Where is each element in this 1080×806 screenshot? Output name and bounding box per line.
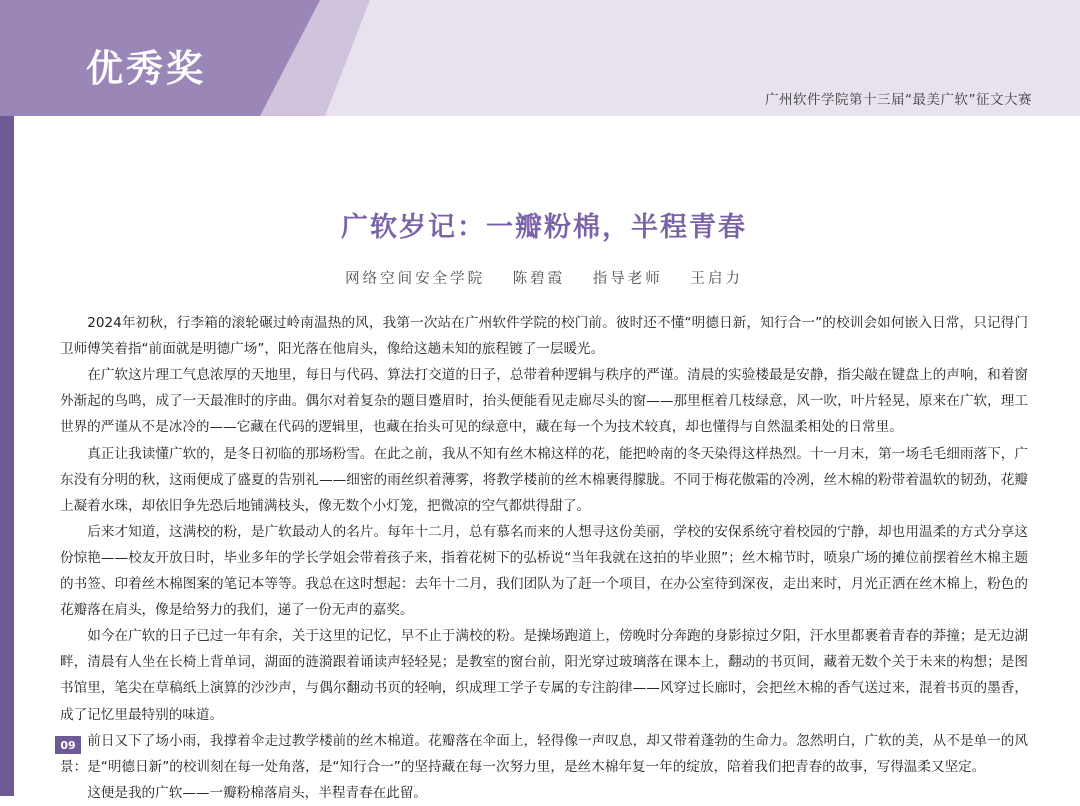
award-title: 优秀奖 xyxy=(86,47,206,90)
paragraph: 前日又下了场小雨，我撑着伞走过教学楼前的丝木棉道。花瓣落在伞面上，轻得像一声叹息，却又带着蓬勃的生命力。忽然明白，广软的美，从不是单一的风景：是“明德日新”的校训刻在每一处角落，是“知行合一”的坚持藏在每一次努力里，是丝木棉年复一年的绽放，陪着我们把青春的故事，写得温柔又坚定。 xyxy=(60,732,1028,775)
byline-department: 网络空间安全学院 xyxy=(345,271,486,288)
article-title: 广软岁记：一瓣粉棉，半程青春 xyxy=(341,212,747,243)
paragraph: 这便是我的广软——一瓣粉棉落肩头，半程青春在此留。 xyxy=(87,784,428,801)
paragraph: 真正让我读懂广软的，是冬日初临的那场粉雪。在此之前，我从不知有丝木棉这样的花，能把岭南的冬天染得这样热烈。十一月末，第一场毛毛细雨落下，广东没有分明的秋，这雨便成了盛夏的告别礼——细密的雨丝织着薄雾，将教学楼前的丝木棉裹得朦胧。不同于梅花傲霜的冷冽，丝木棉的粉带着温软的韧劲，花瓣上凝着水珠，却依旧争先恐后地铺满枝头，像无数个小灯笼，把微凉的空气都烘得甜了。 xyxy=(60,445,1028,514)
paragraph: 在广软这片理工气息浓厚的天地里，每日与代码、算法打交道的日子，总带着种逻辑与秩序的严谨。清晨的实验楼最是安静，指尖敲在键盘上的声响，和着窗外渐起的鸟鸣，成了一天最准时的序曲。偶尔对着复杂的题目蹙眉时，抬头便能看见走廊尽头的窗——那里框着几枝绿意，风一吹，叶片轻晃，原来在广软，理工世界的严谨从不是冰冷的——它藏在代码的逻辑里，也藏在抬头可见的绿意中，藏在每一个为技术较真，却也懂得与自然温柔相处的日常里。 xyxy=(60,367,1028,436)
page-header xyxy=(0,0,1080,116)
paragraph: 后来才知道，这满校的粉，是广软最动人的名片。每年十二月，总有慕名而来的人想寻这份美丽，学校的安保系统守着校园的宁静，却也用温柔的方式分享这份惊艳——校友开放日时，毕业多年的学长学姐会带着孩子来，指着花树下的弘桥说“当年我就在这拍的毕业照”；丝木棉节时，喷泉广场的摊位前摆着丝木棉主题的书签、印着丝木棉图案的笔记本等等。我总在这时想起：去年十二月，我们团队为了赶一个项目，在办公室待到深夜，走出来时，月光正洒在丝木棉上，粉色的花瓣落在肩头，像是给努力的我们，递了一份无声的嘉奖。 xyxy=(60,523,1028,619)
byline-author: 陈碧霞 xyxy=(512,271,566,288)
paragraph: 如今在广软的日子已过一年有余，关于这里的记忆，早不止于满校的粉。是操场跑道上，傍晚时分奔跑的身影掠过夕阳，汗水里都裹着青春的莽撞；是无边湖畔，清晨有人坐在长椅上背单词，湖面的涟漪跟着诵读声轻轻晃；是教室的窗台前，阳光穿过玻璃落在课本上，翻动的书页间，藏着无数个关于未来的构想；是图书馆里，笔尖在草稿纸上演算的沙沙声，与偶尔翻动书页的轻响，织成理工学子专属的专注韵律——风穿过长廊时，会把丝木棉的香气送过来，混着书页的墨香，成了记忆里最特别的味道。 xyxy=(60,628,1028,723)
contest-name: 广州软件学院第十三届“最美广软”征文大赛 xyxy=(765,92,1032,108)
byline-advisor-label: 指导老师 xyxy=(592,271,663,288)
article xyxy=(60,210,1028,806)
paragraph: 2024年初秋，行李箱的滚轮碾过岭南温热的风，我第一次站在广州软件学院的校门前。彼时还不懂“明德日新，知行合一”的校训会如何嵌入日常，只记得门卫师傅笑着指“前面就是明德广场”，阳光落在他肩头，像给这趟未知的旅程镀了一层暖光。 xyxy=(60,315,1028,358)
left-margin-rule xyxy=(0,116,14,796)
byline-advisor: 王启力 xyxy=(690,271,743,288)
article-body xyxy=(60,310,1028,806)
byline xyxy=(60,267,1028,288)
page-number-badge: 09 xyxy=(55,736,81,754)
